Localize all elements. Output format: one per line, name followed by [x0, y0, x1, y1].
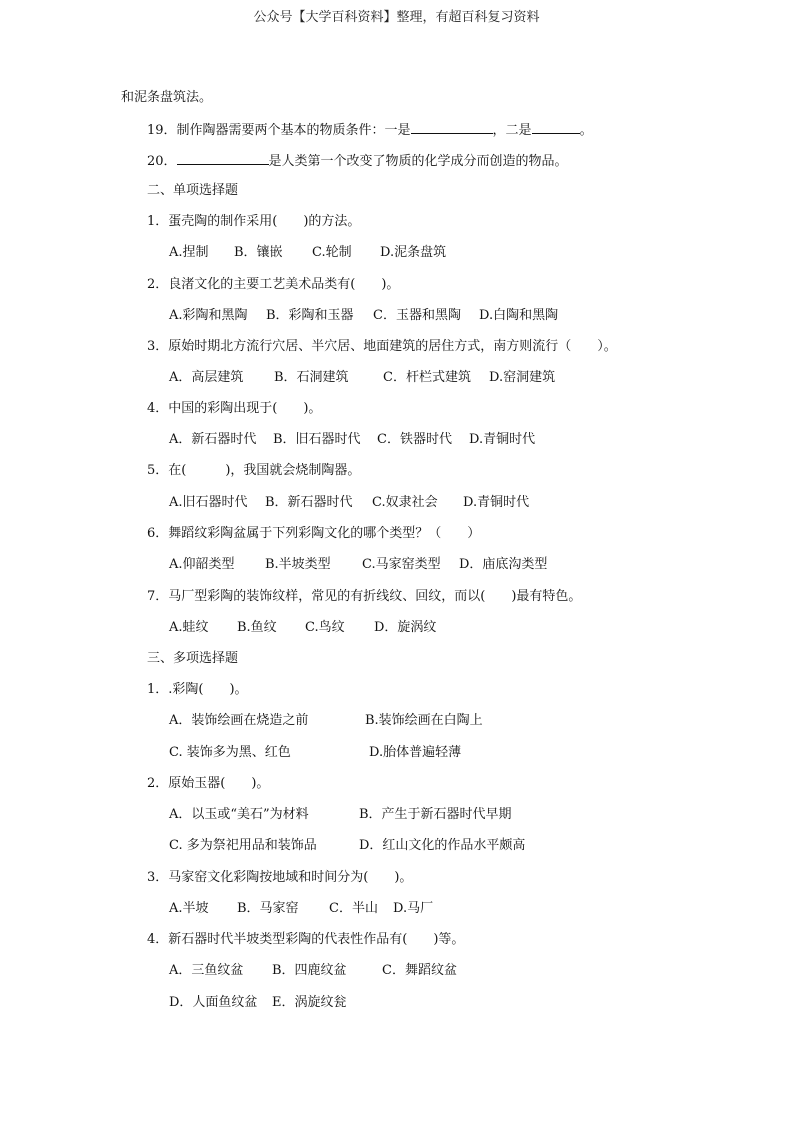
option-e: E．涡旋纹瓮: [272, 995, 347, 1010]
multi-q1-options-row1: [169, 713, 483, 729]
q19-text-a: 19．制作陶器需要两个基本的物质条件：一是: [147, 123, 411, 138]
option-a: A.半坡: [169, 901, 209, 916]
option-c: C．半山: [329, 901, 378, 916]
option-b: B．新石器时代: [265, 495, 353, 510]
q20-text-a: 20．: [147, 154, 177, 169]
single-q3: 3．原始时期北方流行穴居、半穴居、地面建筑的居住方式，南方则流行（ ）。: [147, 339, 617, 354]
single-q7: 7．马厂型彩陶的装饰纹样，常见的有折线纹、回纹，而以( )最有特色。: [147, 589, 582, 604]
option-a: A.旧石器时代: [169, 495, 248, 510]
option-a: A．高层建筑: [169, 370, 244, 385]
single-q1: 1．蛋壳陶的制作采用( )的方法。: [147, 214, 361, 229]
continuation-text: 和泥条盘筑法。: [121, 90, 213, 105]
question-19: [147, 121, 593, 139]
q19-text-c: 。: [579, 123, 593, 138]
single-q7-options: [169, 620, 436, 636]
option-c: C．舞蹈纹盆: [382, 963, 457, 978]
multi-q2-options-row1: [169, 807, 512, 823]
single-q2-options: [169, 308, 558, 324]
multi-q4-options-row1: [169, 963, 457, 979]
q20-blank: [177, 152, 269, 165]
option-a: A.彩陶和黑陶: [169, 308, 248, 323]
option-a: A.捏制: [169, 245, 209, 260]
option-c: C.马家窑类型: [362, 557, 441, 572]
option-d: D．红山文化的作品水平颇高: [359, 838, 526, 853]
option-b: B.装饰绘画在白陶上: [365, 713, 483, 728]
section-multiple-choice: 三、多项选择题: [147, 651, 239, 666]
option-b: B.鱼纹: [237, 620, 277, 635]
single-q6-options: [169, 557, 547, 573]
multi-q4-options-row2: [169, 995, 347, 1011]
option-d: D.窑洞建筑: [489, 370, 556, 385]
option-d: D.马厂: [393, 901, 434, 916]
option-a: A．装饰绘画在烧造之前: [169, 713, 309, 728]
single-q3-options: [169, 370, 555, 386]
question-20: [147, 152, 568, 170]
option-b: B．旧石器时代: [273, 432, 361, 447]
single-q2: 2．良渚文化的主要工艺美术品类有( )。: [147, 277, 400, 292]
multi-q4: 4．新石器时代半坡类型彩陶的代表性作品有( )等。: [147, 932, 465, 947]
single-q5: 5．在( )，我国就会烧制陶器。: [147, 463, 361, 478]
option-a: A．新石器时代: [169, 432, 257, 447]
option-c: C.奴隶社会: [372, 495, 438, 510]
option-d: D.青铜时代: [463, 495, 530, 510]
option-c: C．玉器和黑陶: [373, 308, 461, 323]
option-b: B．彩陶和玉器: [266, 308, 354, 323]
option-a: A．三鱼纹盆: [169, 963, 244, 978]
option-c: C. 多为祭祀用品和装饰品: [169, 838, 317, 853]
option-d: D.胎体普遍轻薄: [369, 745, 462, 760]
q19-text-b: ，二是: [492, 123, 532, 138]
single-q1-options: [169, 245, 446, 261]
option-b: B．马家窑: [237, 901, 299, 916]
single-q6: 6．舞蹈纹彩陶盆属于下列彩陶文化的哪个类型？（ ）: [147, 526, 481, 541]
option-b: B.半坡类型: [265, 557, 331, 572]
option-c: C．铁器时代: [377, 432, 452, 447]
option-c: C. 装饰多为黑、红色: [169, 745, 291, 760]
option-c: C．杆栏式建筑: [383, 370, 471, 385]
option-d: D．旋涡纹: [374, 620, 437, 635]
option-a: A.蛙纹: [169, 620, 209, 635]
multi-q1-options-row2: [169, 745, 461, 761]
option-a: A.仰韶类型: [169, 557, 235, 572]
multi-q1: 1．.彩陶( )。: [147, 682, 248, 697]
single-q5-options: [169, 495, 529, 511]
multi-q2-options-row2: [169, 838, 525, 854]
option-c: C.鸟纹: [305, 620, 345, 635]
q20-text-b: 是人类第一个改变了物质的化学成分而创造的物品。: [268, 154, 568, 169]
option-d: D.泥条盘筑: [380, 245, 447, 260]
q19-blank-2: [532, 121, 580, 134]
multi-q3-options: [169, 901, 433, 917]
option-d: D．庙底沟类型: [459, 557, 548, 572]
q19-blank-1: [411, 121, 493, 134]
multi-q3: 3．马家窑文化彩陶按地域和时间分为( )。: [147, 870, 413, 885]
multi-q2: 2．原始玉器( )。: [147, 776, 270, 791]
option-b: B．四鹿纹盆: [272, 963, 347, 978]
option-d: D.青铜时代: [469, 432, 536, 447]
option-a: A．以玉或“美石”为材料: [169, 807, 309, 822]
option-c: C.轮制: [312, 245, 352, 260]
single-q4-options: [169, 432, 535, 448]
option-d: D．人面鱼纹盆: [169, 995, 258, 1010]
option-b: B．镶嵌: [234, 245, 283, 260]
option-b: B．产生于新石器时代早期: [359, 807, 512, 822]
single-q4: 4．中国的彩陶出现于( )。: [147, 401, 322, 416]
option-b: B．石洞建筑: [274, 370, 349, 385]
option-d: D.白陶和黑陶: [479, 308, 559, 323]
section-single-choice: 二、单项选择题: [147, 183, 239, 198]
page-header: 公众号【大学百科资料】整理，有超百科复习资料: [253, 10, 540, 25]
